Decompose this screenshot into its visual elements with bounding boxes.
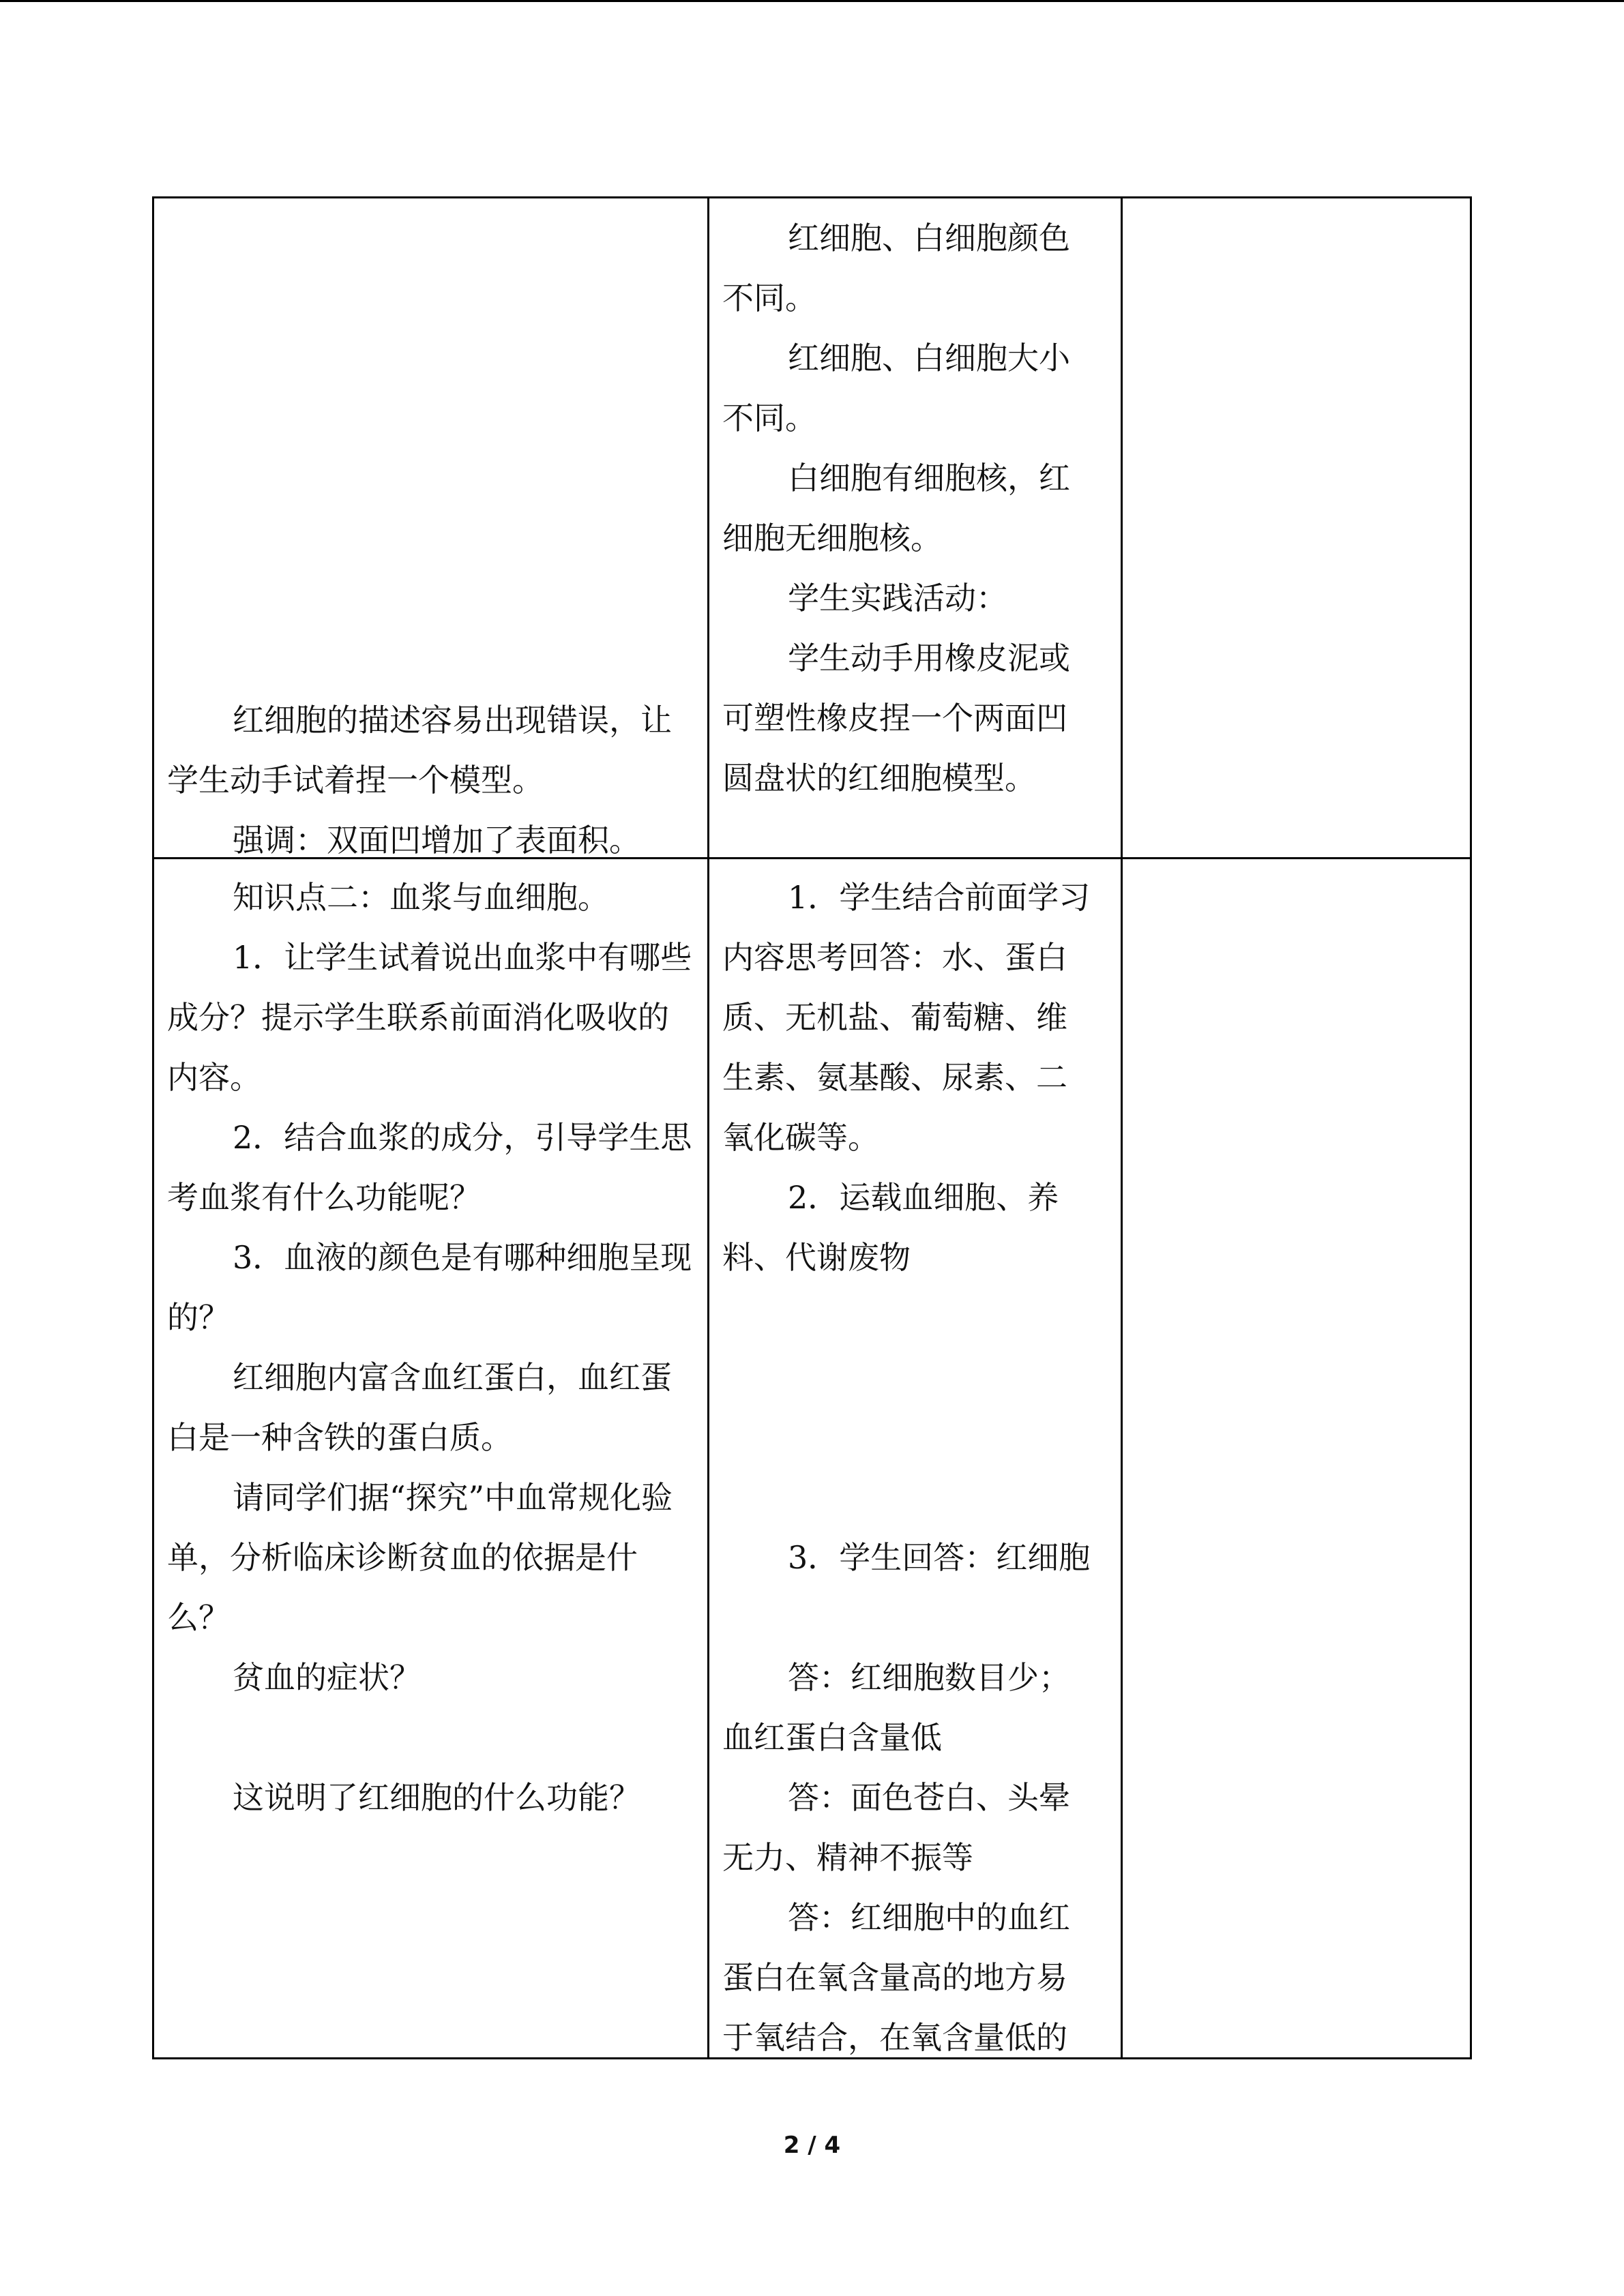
column-divider-1 [707,196,709,2059]
paragraph: 3．学生回答：红细胞 [788,1539,1091,1576]
paragraph: 2．运载血细胞、养料、代谢废物 [722,1179,1059,1276]
paragraph: 请同学们据“探究”中血常规化验单，分析临床诊断贫血的依据是什么？ [167,1479,673,1636]
paragraph: 强调：双面凹增加了表面积。 [233,822,640,859]
table-border-right [1470,196,1472,2059]
row2-teacher-cell [167,867,696,1828]
paragraph: 白细胞有细胞核，红细胞无细胞核。 [722,460,1070,556]
page-top-border [0,0,1624,2]
paragraph: 答：面色苍白、头晕无力、精神不振等 [722,1779,1070,1876]
row1-teacher-cell [167,690,696,870]
paragraph: 学生实践活动： [788,580,1007,616]
paragraph: 红细胞、白细胞大小不同。 [722,340,1070,436]
paragraph: 答：红细胞中的血红蛋白在氧含量高的地方易于氧结合，在氧含量低的 [722,1899,1070,2056]
paragraph: 红细胞、白细胞颜色不同。 [722,220,1070,316]
page-number: 2 / 4 [783,2132,841,2159]
paragraph: 2．结合血浆的成分，引导学生思考血浆有什么功能呢？ [167,1119,692,1216]
row2-student-cell [722,867,1096,2068]
paragraph: 这说明了红细胞的什么功能？ [233,1779,640,1816]
table-border-top [152,196,1472,198]
paragraph: 贫血的症状？ [233,1659,421,1696]
table-border-left [152,196,154,2059]
paragraph: 学生动手用橡皮泥或可塑性橡皮捏一个两面凹圆盘状的红细胞模型。 [722,640,1070,796]
paragraph: 1．让学生试着说出血浆中有哪些成分？提示学生联系前面消化吸收的内容。 [167,939,692,1096]
paragraph: 知识点二：血浆与血细胞。 [233,879,609,916]
paragraph: 3．血液的颜色是有哪种细胞呈现的？ [167,1239,692,1336]
paragraph: 红细胞的描述容易出现错误，让学生动手试着捏一个模型。 [167,702,672,799]
paragraph: 1．学生结合前面学习内容思考回答：水、蛋白质、无机盐、葡萄糖、维生素、氨基酸、尿素、二氧化碳等。 [722,879,1091,1156]
paragraph: 红细胞内富含血红蛋白，血红蛋白是一种含铁的蛋白质。 [167,1359,672,1456]
paragraph: 答：红细胞数目少；血红蛋白含量低 [722,1659,1070,1756]
column-divider-2 [1121,196,1123,2059]
row1-student-cell [722,208,1096,808]
